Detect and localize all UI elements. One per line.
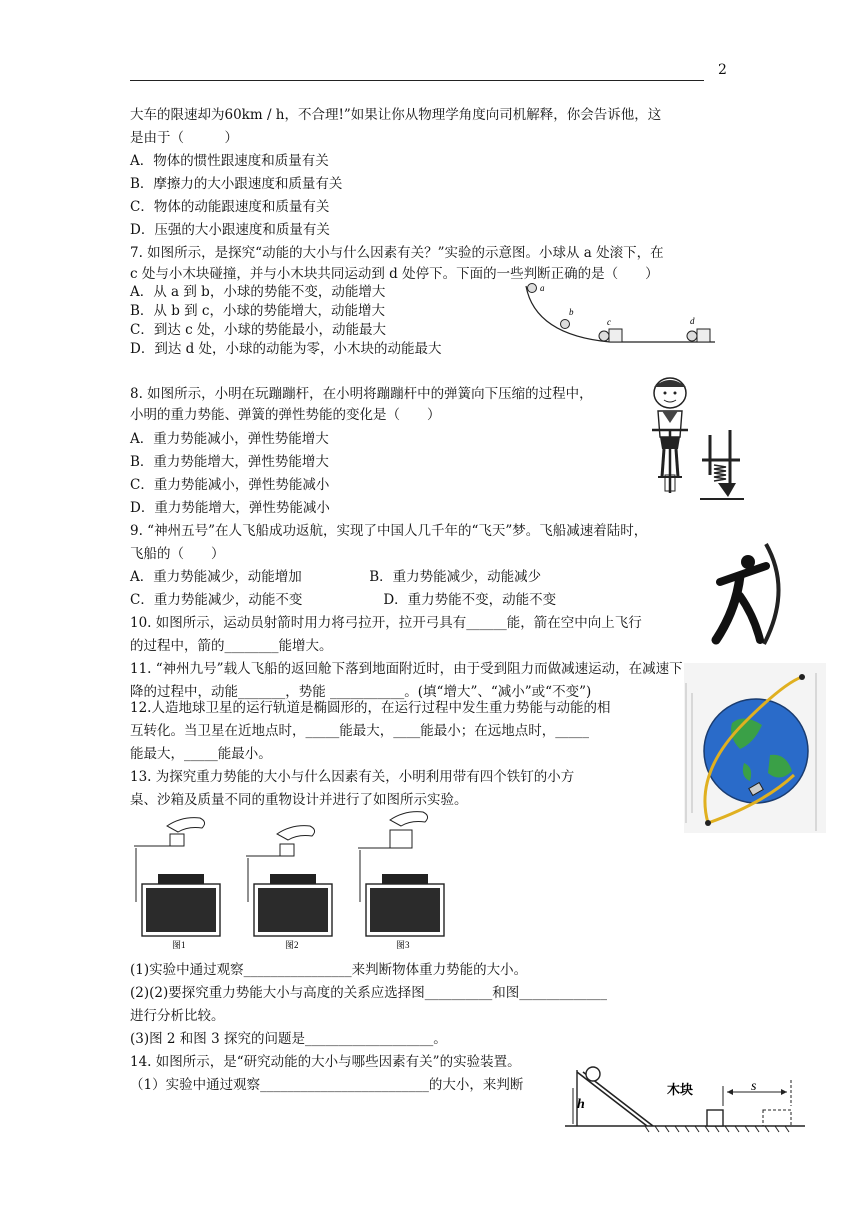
text-line-l20: 飞船的（ ）: [130, 546, 225, 562]
label-d: d: [690, 316, 695, 326]
q12-orbit-figure: [684, 663, 826, 833]
text-line-l01: 大车的限速却为60km / h，不合理!”如果让你从物理学角度向司机解释，你会告诉他，这: [130, 107, 662, 123]
text-line-l06: D．压强的大小跟速度和质量有关: [130, 222, 330, 238]
text-line-l18: D．重力势能增大，弹性势能减小: [130, 500, 330, 516]
text-line-l03: A．物体的惯性跟速度和质量有关: [130, 153, 329, 169]
text-line-l30: 13. 为探究重力势能的大小与什么因素有关，小明利用带有四个铁钉的小方: [130, 769, 575, 785]
label-b: b: [569, 307, 574, 317]
block-c: [609, 329, 622, 342]
text-line-l23: 10. 如图所示，运动员射箭时用力将弓拉开，拉开弓具有______能，箭在空中向上飞行: [130, 615, 642, 631]
block-d: [697, 329, 710, 342]
text-line-l02: 是由于（ ）: [130, 130, 238, 146]
q14-ramp-figure: [565, 1062, 805, 1134]
text-line-l27: 12.人造地球卫星的运行轨道是椭圆形的，在运行过程中发生重力势能与动能的相: [130, 700, 611, 716]
q13-sandbox-figures: [132, 812, 452, 952]
text-line-l34: 进行分析比较。: [130, 1008, 225, 1024]
q7-ramp-figure: [520, 280, 720, 350]
text-line-l22: C．重力势能减少，动能不变 D．重力势能不变，动能不变: [130, 592, 557, 608]
text-line-l36: 14. 如图所示，是“研究动能的大小与哪些因素有关”的实验装置。: [130, 1054, 521, 1070]
wood-label: 木块: [667, 1083, 694, 1098]
sandbox-fig-2: [246, 826, 332, 950]
text-line-l33: (2)(2)要探究重力势能大小与高度的关系应选择图__________和图_____________: [130, 985, 607, 1001]
text-line-l12: D．到达 d 处，小球的动能为零，小木块的动能最大: [130, 341, 442, 357]
caption-fig1: 图1: [172, 940, 186, 950]
ball-c: [599, 331, 609, 341]
caption-fig2: 图2: [285, 940, 299, 950]
text-line-l21: A．重力势能减少，动能增加 B．重力势能减少，动能减少: [130, 569, 542, 585]
q10-archer-figure: [710, 540, 790, 650]
text-line-l11: C．到达 c 处，小球的势能最小，动能最大: [130, 322, 386, 338]
text-line-l17: C．重力势能减小，弹性势能减小: [130, 477, 330, 493]
text-line-l15: A．重力势能减小，弹性势能增大: [130, 431, 329, 447]
wood-block: [707, 1110, 723, 1126]
text-line-l16: B．重力势能增大，弹性势能增大: [130, 454, 329, 470]
text-line-l35: (3)图 2 和图 3 探究的问题是___________________。: [130, 1031, 447, 1047]
h-label: h: [577, 1097, 585, 1112]
text-line-l37: （1）实验中通过观察_________________________的大小，来判断: [130, 1077, 524, 1093]
text-line-l29: 能最大，_____能最小。: [130, 746, 272, 762]
text-line-l07: 7. 如图所示，是探究“动能的大小与什么因素有关？”实验的示意图。小球从 a 处滚下，在: [130, 245, 664, 261]
header-rule: [130, 80, 704, 81]
label-a: a: [540, 283, 545, 293]
text-line-l05: C．物体的动能跟速度和质量有关: [130, 199, 330, 215]
text-line-l31: 桌、沙箱及质量不同的重物设计并进行了如图所示实验。: [130, 792, 468, 808]
ball-a: [528, 284, 537, 293]
ball: [586, 1067, 600, 1081]
text-line-l14: 小明的重力势能、弹簧的弹性势能的变化是（ ）: [130, 407, 441, 423]
sandbox-fig-3: [358, 812, 444, 950]
sandbox-fig-1: [134, 818, 220, 950]
text-line-l09: A．从 a 到 b，小球的势能不变，动能增大: [130, 284, 386, 300]
page-number: 2: [718, 62, 727, 78]
text-line-l26: 降的过程中，动能_______，势能 ___________。(填“增大”、“减小”或“不变”): [130, 684, 592, 700]
text-line-l19: 9. “神州五号”在人飞船成功返航，实现了中国人几千年的“飞天”梦。飞船减速着陆时，: [130, 523, 648, 539]
text-line-l04: B．摩擦力的大小跟速度和质量有关: [130, 176, 343, 192]
text-line-l25: 11. “神州九号”载人飞船的返回舱下落到地面附近时，由于受到阻力而做减速运动，在减速下: [130, 661, 683, 677]
text-line-l13: 8. 如图所示，小明在玩蹦蹦杆，在小明将蹦蹦杆中的弹簧向下压缩的过程中，: [130, 386, 593, 402]
label-c: c: [607, 317, 611, 327]
ball-b: [561, 320, 570, 329]
text-line-l24: 的过程中，箭的________能增大。: [130, 638, 333, 654]
text-line-l28: 互转化。当卫星在近地点时，_____能最大，____能最小；在远地点时，_____: [130, 723, 589, 739]
text-line-l32: (1)实验中通过观察________________来判断物体重力势能的大小。: [130, 962, 528, 978]
q8-pogo-figure: [640, 375, 750, 510]
text-line-l10: B．从 b 到 c，小球的势能增大，动能增大: [130, 303, 385, 319]
text-line-l08: c 处与小木块碰撞，并与小木块共同运动到 d 处停下。下面的一些判断正确的是（ ）: [130, 266, 659, 282]
ball-d: [687, 331, 697, 341]
caption-fig3: 图3: [396, 940, 410, 950]
s-label: s: [751, 1079, 757, 1094]
